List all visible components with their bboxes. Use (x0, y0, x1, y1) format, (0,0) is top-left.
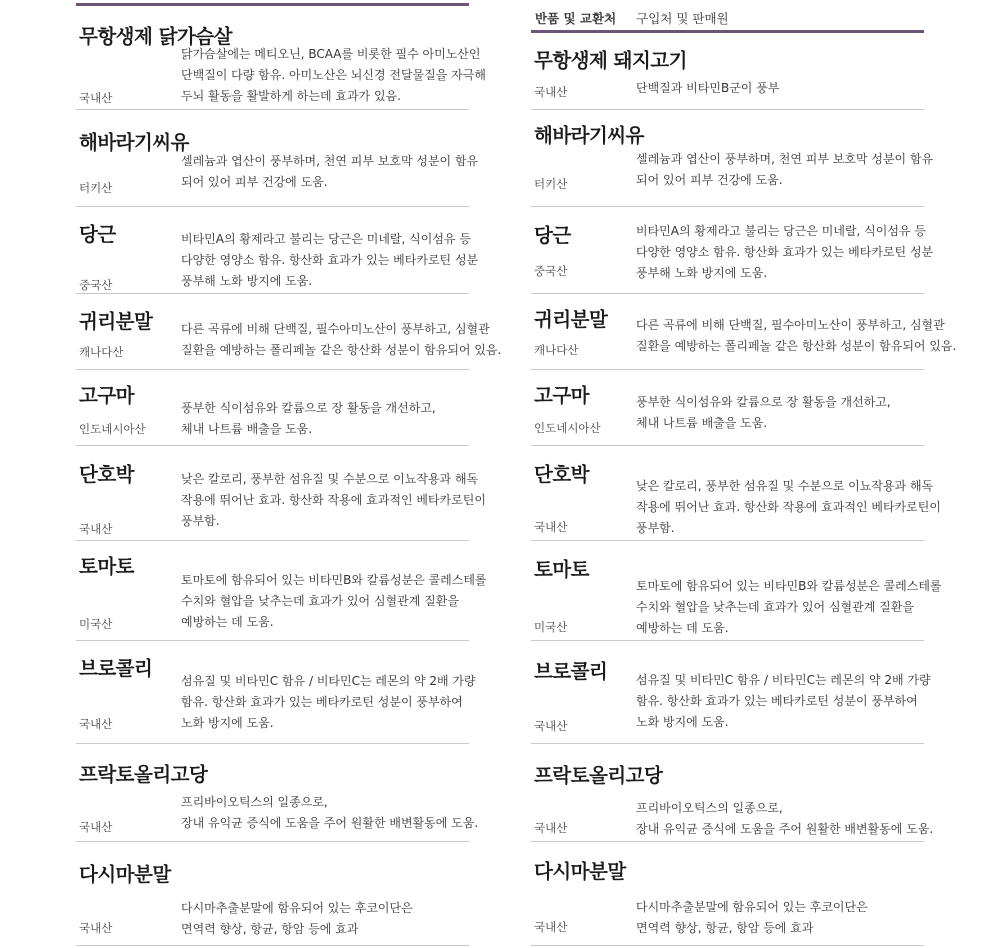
ingredient-row (76, 294, 502, 370)
ingredient-name: 토마토 (534, 558, 590, 581)
ingredient-row (76, 207, 479, 294)
ingredient-origin: 터키산 (534, 177, 568, 191)
ingredient-name: 브로콜리 (79, 657, 153, 680)
description-line: 다른 곡류에 비해 단백질, 필수아미노산이 풍부하고, 심혈관 (181, 322, 490, 336)
description-line: 섬유질 및 비타민C 함유 / 비타민C는 레몬의 약 2배 가량 (636, 673, 931, 687)
ingredient-row (531, 744, 934, 842)
ingredient-row (76, 370, 469, 446)
description-line: 낮은 칼로리, 풍부한 섬유질 및 수분으로 이뇨작용과 해독 (636, 479, 934, 493)
ingredient-origin: 국내산 (79, 91, 113, 105)
ingredient-description (181, 570, 487, 633)
description-line: 셀레늄과 엽산이 풍부하며, 천연 피부 보호막 성분이 함유 (636, 152, 934, 166)
ingredient-description (636, 221, 936, 284)
ingredient-row (531, 110, 934, 207)
ingredient-row (531, 541, 942, 641)
description-line: 단백질과 비타민B군이 풍부 (636, 81, 780, 95)
ingredient-origin: 중국산 (534, 264, 568, 278)
return-exchange-label: 반품 및 교환처 (535, 11, 617, 26)
description-line: 예방하는 데 도움. (636, 621, 729, 635)
ingredient-name: 해바라기씨유 (534, 124, 645, 147)
description-line: 셀레늄과 엽산이 풍부하며, 천연 피부 보호막 성분이 함유 (181, 154, 479, 168)
ingredient-name: 고구마 (534, 384, 590, 407)
description-line: 다시마추출분말에 함유되어 있는 후코이단은 (181, 901, 413, 915)
ingredient-origin: 터키산 (79, 181, 113, 195)
ingredient-name: 고구마 (79, 384, 135, 407)
ingredient-description (636, 798, 936, 840)
ingredient-row (76, 6, 486, 110)
ingredient-description (181, 469, 486, 532)
description-line: 풍부해 노화 방지에 도움. (181, 274, 313, 288)
ingredient-row (76, 446, 486, 541)
ingredient-origin: 국내산 (79, 522, 113, 536)
description-line: 닭가슴살에는 메티오닌, BCAA를 비롯한 필수 아미노산인 (181, 47, 481, 61)
ingredient-name: 다시마분말 (79, 863, 171, 886)
description-line: 작용에 뛰어난 효과. 항산화 작용에 효과적인 베타카로틴이 (181, 493, 486, 507)
ingredient-row (531, 207, 934, 294)
ingredient-origin: 국내산 (534, 821, 568, 835)
ingredient-description (636, 670, 936, 733)
ingredient-description (181, 898, 481, 940)
ingredient-origin: 캐나다산 (534, 343, 579, 357)
ingredient-origin: 중국산 (79, 278, 113, 292)
ingredient-row (76, 744, 479, 842)
description-line: 비타민A의 황제라고 불리는 당근은 미네랄, 식이섬유 등 (181, 232, 471, 246)
description-line: 풍부한 식이섬유와 칼륨으로 장 활동을 개선하고, (181, 401, 436, 415)
ingredient-description (636, 78, 936, 99)
ingredient-origin: 인도네시아산 (534, 421, 601, 435)
description-line: 다양한 영양소 함유. 항산화 효과가 있는 베타카로틴 성분 (181, 253, 479, 267)
ingredient-description (636, 897, 936, 939)
return-exchange-info (535, 9, 729, 27)
ingredient-row (76, 541, 487, 641)
ingredient-description (181, 398, 481, 440)
description-line: 장내 유익균 증식에 도움을 주어 원활한 배변활동에 도움. (636, 822, 934, 836)
ingredient-name: 무항생제 돼지고기 (534, 49, 687, 72)
ingredient-description (636, 476, 941, 539)
ingredient-name: 무항생제 닭가슴살 (79, 25, 232, 48)
description-line: 장내 유익균 증식에 도움을 주어 원활한 배변활동에 도움. (181, 816, 479, 830)
description-line: 체내 나트륨 배출을 도움. (181, 422, 313, 436)
ingredient-row (531, 33, 924, 110)
description-line: 되어 있어 피부 건강에 도움. (181, 175, 328, 189)
ingredient-origin: 국내산 (534, 920, 568, 934)
ingredient-name: 프락토올리고당 (534, 764, 663, 787)
description-line: 다양한 영양소 함유. 항산화 효과가 있는 베타카로틴 성분 (636, 245, 934, 259)
ingredient-origin: 국내산 (534, 520, 568, 534)
description-line: 프리바이오틱스의 일종으로, (636, 801, 783, 815)
ingredient-description (181, 319, 502, 361)
ingredient-row (531, 294, 957, 370)
description-line: 풍부함. (181, 514, 220, 528)
description-line: 수치와 혈압을 낮추는데 효과가 있어 심혈관계 질환을 (636, 600, 914, 614)
ingredient-origin: 국내산 (79, 717, 113, 731)
ingredient-row (531, 446, 941, 541)
ingredient-row (76, 842, 469, 946)
description-line: 노화 방지에 도움. (181, 716, 274, 730)
description-line: 노화 방지에 도움. (636, 715, 729, 729)
ingredient-name: 프락토올리고당 (79, 763, 208, 786)
ingredient-origin: 미국산 (79, 617, 113, 631)
ingredient-name: 귀리분말 (79, 310, 153, 333)
description-line: 토마토에 함유되어 있는 비타민B와 칼륨성분은 콜레스테롤 (636, 579, 942, 593)
description-line: 예방하는 데 도움. (181, 615, 274, 629)
ingredient-name: 해바라기씨유 (79, 131, 190, 154)
ingredient-row (76, 110, 479, 207)
ingredient-description (181, 671, 481, 734)
description-line: 면역력 향상, 항균, 항암 등에 효과 (181, 922, 359, 936)
description-line: 함유. 항산화 효과가 있는 베타카로틴 성분이 풍부하여 (636, 694, 918, 708)
description-line: 질환을 예방하는 폴리페놀 같은 항산화 성분이 함유되어 있음. (636, 339, 957, 353)
ingredient-origin: 인도네시아산 (79, 422, 146, 436)
ingredient-name: 귀리분말 (534, 308, 608, 331)
ingredient-row (531, 370, 924, 446)
ingredient-description (636, 315, 957, 357)
description-line: 풍부함. (636, 521, 675, 535)
ingredient-origin: 국내산 (79, 921, 113, 935)
description-line: 단백질이 다량 함유. 아미노산은 뇌신경 전달물질을 자극해 (181, 68, 486, 82)
description-line: 함유. 항산화 효과가 있는 베타카로틴 성분이 풍부하여 (181, 695, 463, 709)
ingredient-name: 브로콜리 (534, 660, 608, 683)
description-line: 토마토에 함유되어 있는 비타민B와 칼륨성분은 콜레스테롤 (181, 573, 487, 587)
ingredient-origin: 캐나다산 (79, 345, 124, 359)
description-line: 다른 곡류에 비해 단백질, 필수아미노산이 풍부하고, 심혈관 (636, 318, 945, 332)
description-line: 풍부해 노화 방지에 도움. (636, 266, 768, 280)
ingredient-description (181, 151, 481, 193)
return-exchange-value: 구입처 및 판매원 (636, 11, 729, 26)
description-line: 수치와 혈압을 낮추는데 효과가 있어 심혈관계 질환을 (181, 594, 459, 608)
ingredient-description (636, 392, 936, 434)
ingredient-description (181, 229, 481, 292)
ingredient-row (531, 641, 931, 744)
ingredient-row (531, 842, 924, 946)
description-line: 두뇌 활동을 활발하게 하는데 효과가 있음. (181, 89, 401, 103)
ingredient-origin: 미국산 (534, 620, 568, 634)
ingredient-name: 당근 (79, 223, 116, 246)
description-line: 면역력 향상, 항균, 항암 등에 효과 (636, 921, 814, 935)
ingredient-origin: 국내산 (534, 85, 568, 99)
description-line: 작용에 뛰어난 효과. 항산화 작용에 효과적인 베타카로틴이 (636, 500, 941, 514)
description-line: 섬유질 및 비타민C 함유 / 비타민C는 레몬의 약 2배 가량 (181, 674, 476, 688)
description-line: 다시마추출분말에 함유되어 있는 후코이단은 (636, 900, 868, 914)
ingredient-name: 당근 (534, 224, 571, 247)
ingredient-origin: 국내산 (79, 820, 113, 834)
description-line: 풍부한 식이섬유와 칼륨으로 장 활동을 개선하고, (636, 395, 891, 409)
description-line: 낮은 칼로리, 풍부한 섬유질 및 수분으로 이뇨작용과 해독 (181, 472, 479, 486)
ingredient-description (181, 792, 481, 834)
ingredient-description (636, 576, 942, 639)
description-line: 체내 나트륨 배출을 도움. (636, 416, 768, 430)
ingredient-origin: 국내산 (534, 719, 568, 733)
ingredient-name: 단호박 (534, 463, 590, 486)
ingredient-name: 단호박 (79, 463, 135, 486)
description-line: 프리바이오틱스의 일종으로, (181, 795, 328, 809)
ingredient-description (181, 44, 486, 107)
ingredient-name: 토마토 (79, 555, 135, 578)
ingredient-row (76, 641, 476, 744)
ingredient-description (636, 149, 936, 191)
description-line: 질환을 예방하는 폴리페놀 같은 항산화 성분이 함유되어 있음. (181, 343, 502, 357)
ingredient-name: 다시마분말 (534, 860, 626, 883)
description-line: 비타민A의 황제라고 불리는 당근은 미네랄, 식이섬유 등 (636, 224, 926, 238)
description-line: 되어 있어 피부 건강에 도움. (636, 173, 783, 187)
